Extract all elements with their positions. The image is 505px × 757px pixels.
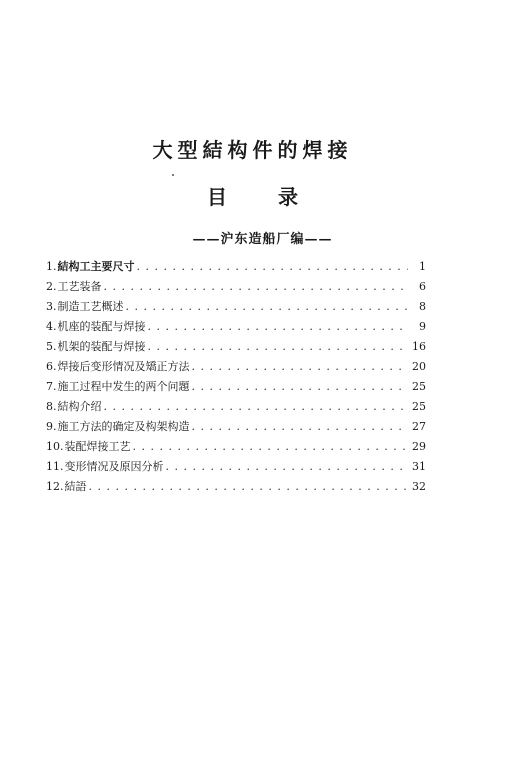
toc-entry-page: 32 bbox=[412, 480, 426, 493]
toc-entry-label: 机架的装配与焊接 bbox=[57, 340, 146, 353]
toc-entry-number: 11. bbox=[46, 460, 64, 473]
toc-entry-number: 2. bbox=[46, 280, 57, 293]
toc-entry-number: 5. bbox=[46, 340, 57, 353]
toc-entry-label: 制造工艺概述 bbox=[57, 300, 124, 313]
toc-entry-label: 施工方法的确定及构架构造 bbox=[57, 420, 190, 433]
toc-entry bbox=[46, 337, 426, 357]
toc-leader-dots bbox=[192, 357, 409, 377]
toc-leader-dots bbox=[104, 277, 409, 297]
toc-entry-page: 29 bbox=[412, 440, 426, 453]
toc-entry-page: 25 bbox=[412, 400, 426, 413]
toc-leader-dots bbox=[126, 297, 409, 317]
toc-entry-label: 施工过程中发生的两个问題 bbox=[57, 380, 190, 393]
ink-speck bbox=[172, 174, 174, 176]
toc-entry-number: 3. bbox=[46, 300, 57, 313]
toc-leader-dots bbox=[166, 457, 409, 477]
toc-entry-page: 20 bbox=[412, 360, 426, 373]
toc-leader-dots bbox=[89, 477, 409, 497]
toc-entry-label: 变形情况及原因分析 bbox=[64, 460, 164, 473]
toc-entry-page: 1 bbox=[419, 260, 426, 273]
toc-entry bbox=[46, 457, 426, 477]
toc-entry-label: 結构工主要尺寸 bbox=[57, 260, 135, 273]
toc-leader-dots bbox=[192, 377, 409, 397]
toc-entry-page: 9 bbox=[419, 320, 426, 333]
toc-entry bbox=[46, 477, 426, 497]
toc-leader-dots bbox=[104, 397, 409, 417]
toc-entry bbox=[46, 277, 426, 297]
toc-entry-number: 1. bbox=[46, 260, 57, 273]
toc-entry bbox=[46, 377, 426, 397]
toc-entry-page: 31 bbox=[412, 460, 426, 473]
toc-heading: 目 录 bbox=[207, 185, 320, 209]
toc-entry bbox=[46, 417, 426, 437]
toc-entry-page: 27 bbox=[412, 420, 426, 433]
document-title: 大型結构件的焊接 bbox=[152, 138, 353, 162]
toc-entry bbox=[46, 257, 426, 277]
toc-entry-page: 25 bbox=[412, 380, 426, 393]
toc-entry bbox=[46, 317, 426, 337]
toc-entry-number: 8. bbox=[46, 400, 57, 413]
toc-entry-label: 結語 bbox=[64, 480, 87, 493]
toc-leader-dots bbox=[192, 417, 409, 437]
toc-leader-dots bbox=[148, 317, 409, 337]
toc-entry bbox=[46, 357, 426, 377]
toc-entry-number: 12. bbox=[46, 480, 64, 493]
toc-entry-number: 9. bbox=[46, 420, 57, 433]
toc-leader-dots bbox=[148, 337, 409, 357]
toc-entry-number: 10. bbox=[46, 440, 64, 453]
toc-entry bbox=[46, 397, 426, 417]
toc-entry-page: 8 bbox=[419, 300, 426, 313]
editor-line: ——沪东造船厂编—— bbox=[192, 232, 333, 247]
toc-entry-label: 装配焊接工艺 bbox=[64, 440, 131, 453]
toc-entry-label: 机座的装配与焊接 bbox=[57, 320, 146, 333]
toc-entry-number: 4. bbox=[46, 320, 57, 333]
toc-leader-dots bbox=[137, 257, 409, 277]
table-of-contents bbox=[46, 257, 426, 497]
toc-entry-number: 7. bbox=[46, 380, 57, 393]
toc-entry-number: 6. bbox=[46, 360, 57, 373]
toc-entry-label: 工艺装备 bbox=[57, 280, 102, 293]
toc-leader-dots bbox=[133, 437, 409, 457]
toc-entry bbox=[46, 297, 426, 317]
toc-entry-page: 6 bbox=[419, 280, 426, 293]
toc-entry-page: 16 bbox=[412, 340, 426, 353]
toc-entry-label: 結构介绍 bbox=[57, 400, 102, 413]
toc-entry-label: 焊接后变形情况及矯正方法 bbox=[57, 360, 190, 373]
toc-entry bbox=[46, 437, 426, 457]
